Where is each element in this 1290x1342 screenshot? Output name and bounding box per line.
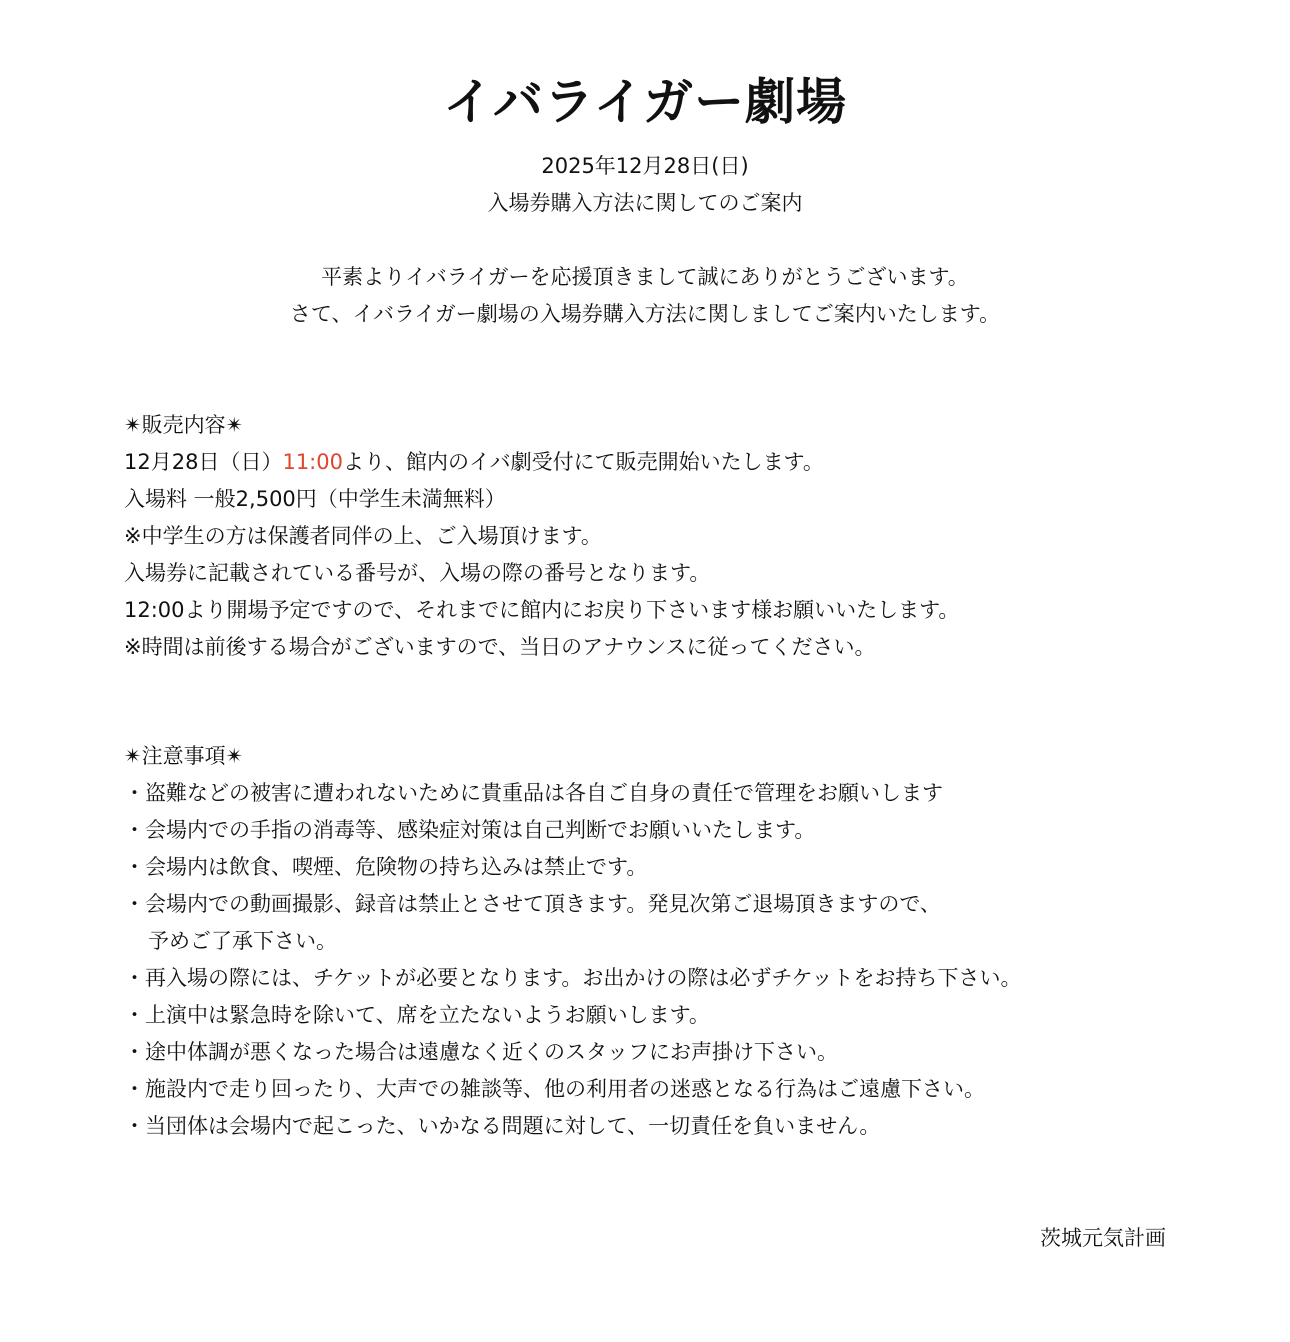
notice-subtitle: 入場券購入方法に関してのご案内: [487, 191, 803, 215]
greeting-block: [0, 259, 1290, 333]
time-change-note: ※時間は前後する場合がございますので、当日のアナウンスに従ってください。: [124, 635, 876, 659]
note-item: ・会場内は飲食、喫煙、危険物の持ち込みは禁止です。: [124, 855, 648, 879]
sales-start-line: [124, 444, 1184, 481]
sales-start-date: 12月28日（日）: [124, 450, 283, 474]
note-item: ・施設内で走り回ったり、大声での雑談等、他の利用者の迷惑となる行為はご遠慮下さい。: [124, 1077, 985, 1101]
note-item: ・会場内での手指の消毒等、感染症対策は自己判断でお願いいたします。: [124, 818, 816, 842]
subtitle-block: [0, 148, 1290, 222]
sales-heading: ✴販売内容✴: [124, 413, 244, 437]
sales-start-time: 11:00: [282, 450, 343, 474]
greeting-line-2: さて、イバライガー劇場の入場券購入方法に関しましてご案内いたします。: [289, 302, 1001, 326]
note-item-continuation: 予めご了承下さい。: [148, 929, 337, 953]
event-date: 2025年12月28日(日): [541, 154, 749, 178]
ticket-number-note: 入場券に記載されている番号が、入場の際の番号となります。: [124, 561, 711, 585]
note-item: ・盗難などの被害に遭われないために貴重品は各自ご自身の責任で管理をお願いします: [124, 781, 943, 805]
note-item: ・会場内での動画撮影、録音は禁止とさせて頂きます。発見次第ご退場頂きますので、: [124, 892, 941, 916]
sales-start-text: より、館内のイバ劇受付にて販売開始いたします。: [342, 450, 824, 474]
sales-section: [124, 407, 1184, 666]
note-item: ・途中体調が悪くなった場合は遠慮なく近くのスタッフにお声掛け下さい。: [124, 1040, 838, 1064]
page-title: イバライガー劇場: [443, 73, 847, 131]
note-item: ・再入場の際には、チケットが必要となります。お出かけの際は必ずチケットをお持ち下さい。: [124, 966, 1022, 990]
greeting-line-1: 平素よりイバライガーを応援頂きまして誠にありがとうございます。: [321, 265, 969, 289]
notes-section: [124, 738, 1184, 1145]
notes-heading: ✴注意事項✴: [124, 744, 244, 768]
organizer-name: 茨城元気計画: [1040, 1226, 1166, 1250]
opening-time-note: 12:00より開場予定ですので、それまでに館内にお戻り下さいます様お願いいたします。: [124, 598, 960, 622]
admission-fee: 入場料 一般2,500円（中学生未満無料）: [124, 487, 506, 511]
note-item: ・当団体は会場内で起こった、いかなる問題に対して、一切責任を負いません。: [124, 1114, 881, 1138]
junior-high-note: ※中学生の方は保護者同伴の上、ご入場頂けます。: [124, 524, 602, 548]
note-item: ・上演中は緊急時を除いて、席を立たないようお願いします。: [124, 1003, 710, 1027]
